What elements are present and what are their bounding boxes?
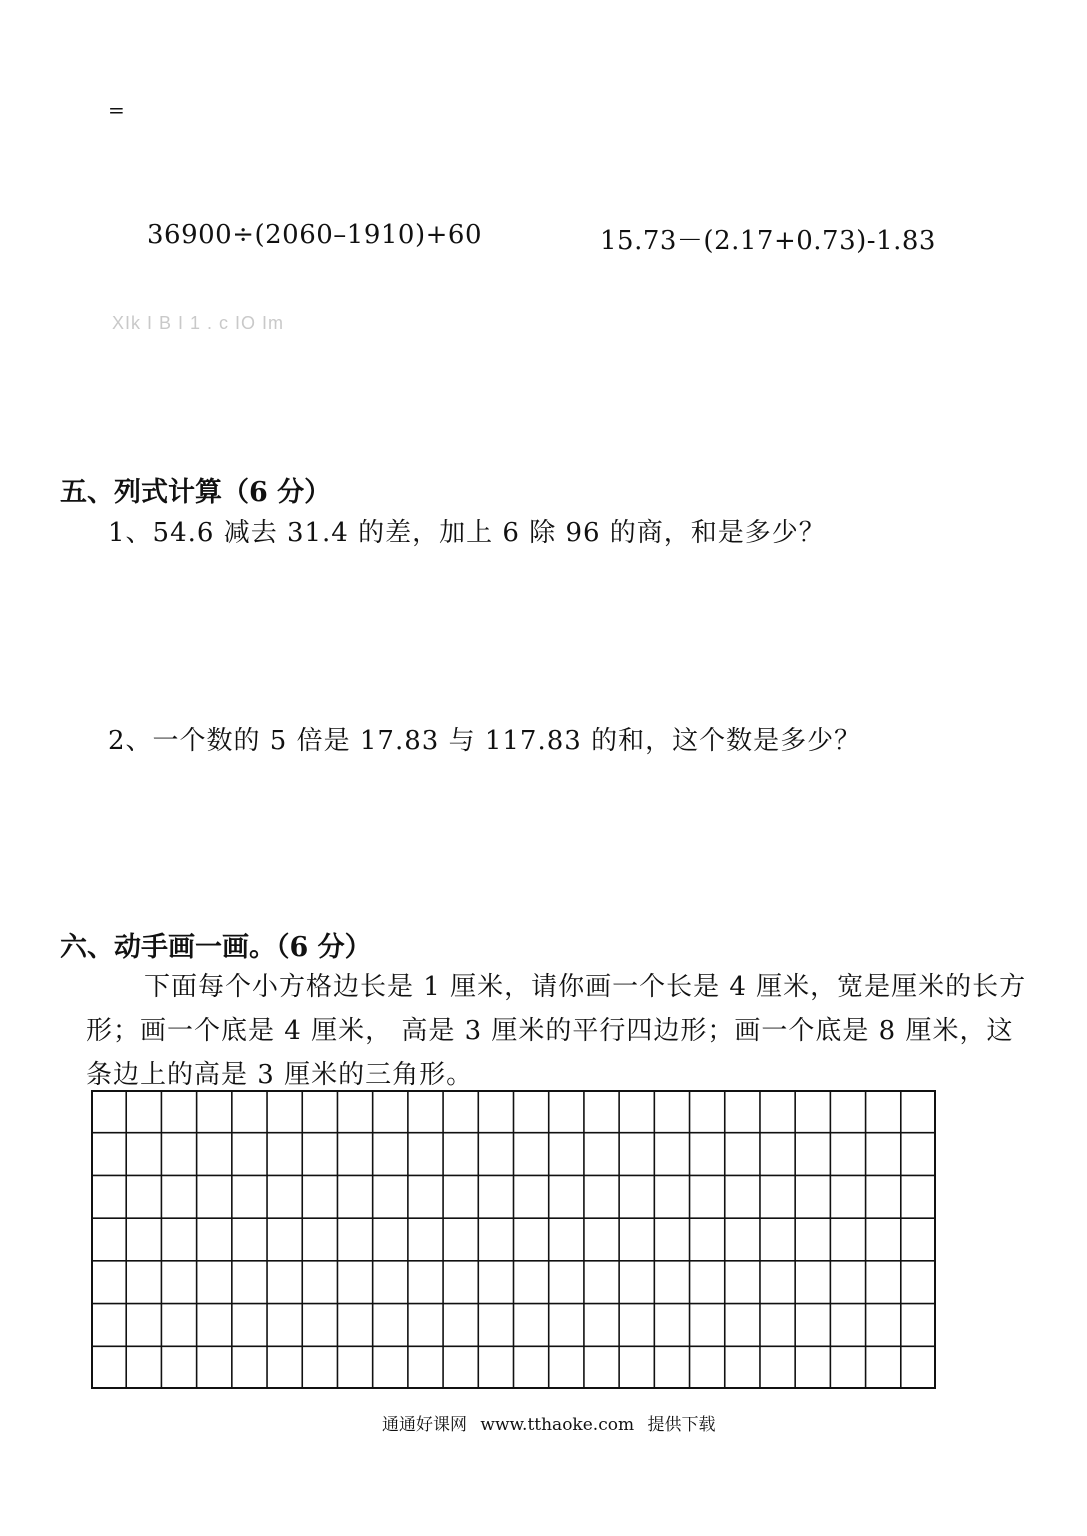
question-2: 2、一个数的 5 倍是 17.83 与 117.83 的和，这个数是多少？	[108, 726, 862, 756]
section-5-heading: 五、列式计算（6 分）	[60, 477, 332, 508]
expression-left: 36900÷(2060–1910)+60	[147, 220, 482, 250]
footer-site-name: 通通好课网	[382, 1415, 467, 1435]
expression-right: 15.73－(2.17+0.73)-1.83	[600, 226, 936, 256]
drawing-grid[interactable]	[91, 1090, 936, 1389]
drawing-instructions	[86, 965, 1031, 1097]
question-1: 1、54.6 减去 31.4 的差，加上 6 除 96 的商，和是多少？	[108, 518, 826, 548]
drawing-instructions-text: 下面每个小方格边长是 1 厘米，请你画一个长是 4 厘米，宽是厘米的长方形；画一个底是 4 厘米， 高是 3 厘米的平行四边形；画一个底是 8 厘米，这条边上的高是 3 厘米的三角形。	[86, 972, 1027, 1090]
equals-mark: =	[108, 98, 125, 122]
watermark-text: XIk I B I 1 . c IO Im	[112, 313, 285, 333]
footer-url: www.tthaoke.com	[480, 1415, 635, 1435]
footer-suffix: 提供下载	[647, 1415, 716, 1435]
footer	[382, 1410, 723, 1435]
section-6-heading: 六、动手画一画。（6 分）	[60, 932, 372, 963]
